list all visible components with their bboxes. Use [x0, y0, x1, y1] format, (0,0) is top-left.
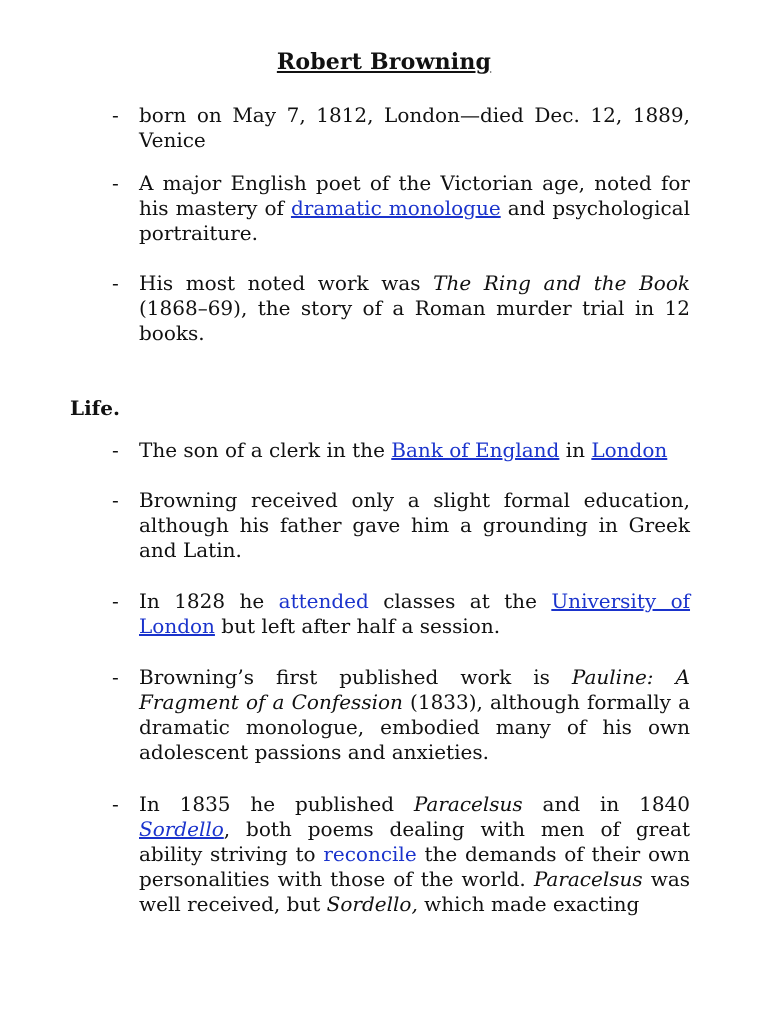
work-title: Paracelsus	[533, 867, 643, 891]
list-item	[112, 589, 690, 639]
list-item	[112, 792, 690, 917]
list-item-text: In 1835 he published Paracelsus and in 1840 Sordello, both poems dealing with men of great ability striving to reconcile the demands of their own personalities with those of the world. Paracelsus was well received, but Sordello, which made exacting	[139, 792, 691, 916]
list-item	[112, 271, 690, 346]
list-item	[112, 488, 690, 563]
bullet-dash: -	[112, 171, 119, 195]
list-item-text: Browning received only a slight formal education, although his father gave him a grounding in Greek and Latin.	[139, 488, 690, 562]
list-item-text: A major English poet of the Victorian age, noted for his mastery of dramatic monologue and psychological portraiture.	[139, 171, 690, 245]
work-title: Sordello,	[326, 892, 418, 916]
link-bank-of-england[interactable]: Bank of England	[391, 438, 560, 462]
bullet-dash: -	[112, 103, 119, 127]
link-london[interactable]: London	[591, 438, 668, 462]
list-item	[112, 665, 690, 765]
bullet-dash: -	[112, 438, 119, 462]
list-item	[112, 103, 690, 153]
link-sordello[interactable]: Sordello	[139, 817, 224, 841]
list-item-text: The son of a clerk in the Bank of England in London	[139, 438, 668, 462]
bullet-dash: -	[112, 271, 119, 295]
list-item-text: born on May 7, 1812, London—died Dec. 12, 1889, Venice	[139, 103, 690, 152]
bullet-dash: -	[112, 488, 119, 512]
link-dramatic-monologue[interactable]: dramatic monologue	[290, 196, 501, 220]
term-reconcile[interactable]: reconcile	[323, 842, 417, 866]
work-title: The Ring and the Book	[433, 271, 690, 295]
term-attended[interactable]: attended	[278, 589, 369, 613]
work-title: Pauline: A Fragment of a Confession	[139, 665, 690, 714]
list-item-text: His most noted work was The Ring and the Book (1868–69), the story of a Roman murder trial in 12 books.	[139, 271, 690, 345]
bullet-dash: -	[112, 589, 119, 613]
link-university-of-london[interactable]: University of London	[139, 589, 691, 638]
page-title: Robert Browning	[276, 49, 492, 75]
list-item	[112, 438, 690, 463]
section-heading-life: Life.	[70, 396, 120, 420]
bullet-dash: -	[112, 665, 119, 689]
work-title: Paracelsus	[413, 792, 523, 816]
list-item	[112, 171, 690, 246]
list-item-text: In 1828 he attended classes at the University of London but left after half a session.	[139, 589, 691, 638]
bullet-dash: -	[112, 792, 119, 816]
list-item-text: Browning’s first published work is Pauline: A Fragment of a Confession (1833), although formally a dramatic monologue, embodied many of his own adolescent passions and anxieties.	[139, 665, 691, 764]
